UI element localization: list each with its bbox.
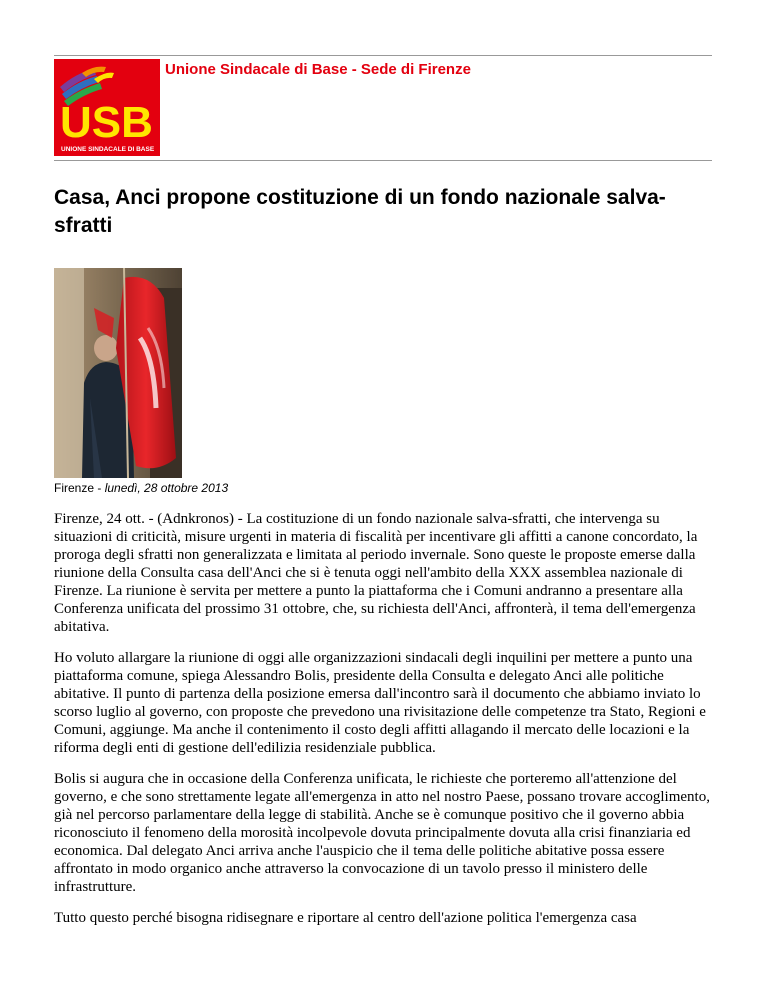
article-paragraph: Firenze, 24 ott. - (Adnkronos) - La costituzione di un fondo nazionale salva-sfratti, che intervenga su situazioni di criticità, misure urgenti in materia di fiscalità per incentivare gli affitti a canone concordato, la proroga degli sfratti non generalizzata e limitata al periodo invernale. Sono queste le proposte emerse dalla riunione della Consulta casa dell'Anci che si è tenuta oggi nell'ambito della XXX assemblea nazionale di Firenze. La riunione è servita per mettere a punto la piattaforma che i Comuni andranno a presentare alla Conferenza unificata del prossimo 31 ottobre, che, su richiesta dell'Anci, affronterà, il tema dell'emergenza abitativa. xyxy=(54,511,698,635)
article-title: Casa, Anci propone costituzione di un fondo nazionale salva-sfratti xyxy=(54,186,666,237)
photo-caption xyxy=(54,481,228,495)
article-paragraph: Bolis si augura che in occasione della Conferenza unificata, le richieste che porteremo all'attenzione del governo, e che sono strettamente legate all'emergenza in atto nel nostro Paese, possano trovare accoglimento, già nel percorso parlamentare della legge di stabilità. Anche se è comunque positivo che il governo abbia riconosciuto il fenomeno della morosità incolpevole dovuta principalmente dovuta alla crisi finanziaria ed economica. Dal delegato Anci arriva anche l'auspicio che il tema delle politiche abitative possa essere affrontato in modo organico anche attraverso la convocazione di un tavolo presso il ministero delle infrastrutture. xyxy=(54,771,710,895)
article-paragraph: Ho voluto allargare la riunione di oggi alle organizzazioni sindacali degli inquilini per mettere a punto una piattaforma comune, spiega Alessandro Bolis, presidente della Consulta e delegato Anci alle politiche abitative. Il punto di partenza della posizione emersa dall'incontro sarà il documento che abbiamo inviato lo scorso luglio al governo, con proposte che prevedono una rivisitazione delle competenze tra Stato, Regioni e Comuni, aggiunge. Ma anche il contenimento il costo degli affitti allagando il mercato delle locazioni e la riforma degli enti di gestione dell'edilizia residenziale pubblica. xyxy=(54,650,706,756)
svg-text:UNIONE SINDACALE DI BASE: UNIONE SINDACALE DI BASE xyxy=(61,146,155,153)
header-bottom-rule xyxy=(54,160,712,161)
org-name-link[interactable]: Unione Sindacale di Base - Sede di Firenze xyxy=(165,61,471,78)
article-paragraph: Tutto questo perché bisogna ridisegnare e riportare al centro dell'azione politica l'emergenza casa xyxy=(54,910,637,926)
article-photo-graphic xyxy=(54,268,182,478)
usb-logo[interactable] xyxy=(54,59,160,156)
usb-logo-graphic xyxy=(54,59,160,156)
article-photo xyxy=(54,268,182,478)
svg-text:USB: USB xyxy=(60,98,153,147)
caption-date: lunedì, 28 ottobre 2013 xyxy=(104,481,229,495)
header-top-rule xyxy=(54,55,712,56)
article-body xyxy=(54,510,718,940)
caption-place: Firenze - xyxy=(54,481,105,495)
